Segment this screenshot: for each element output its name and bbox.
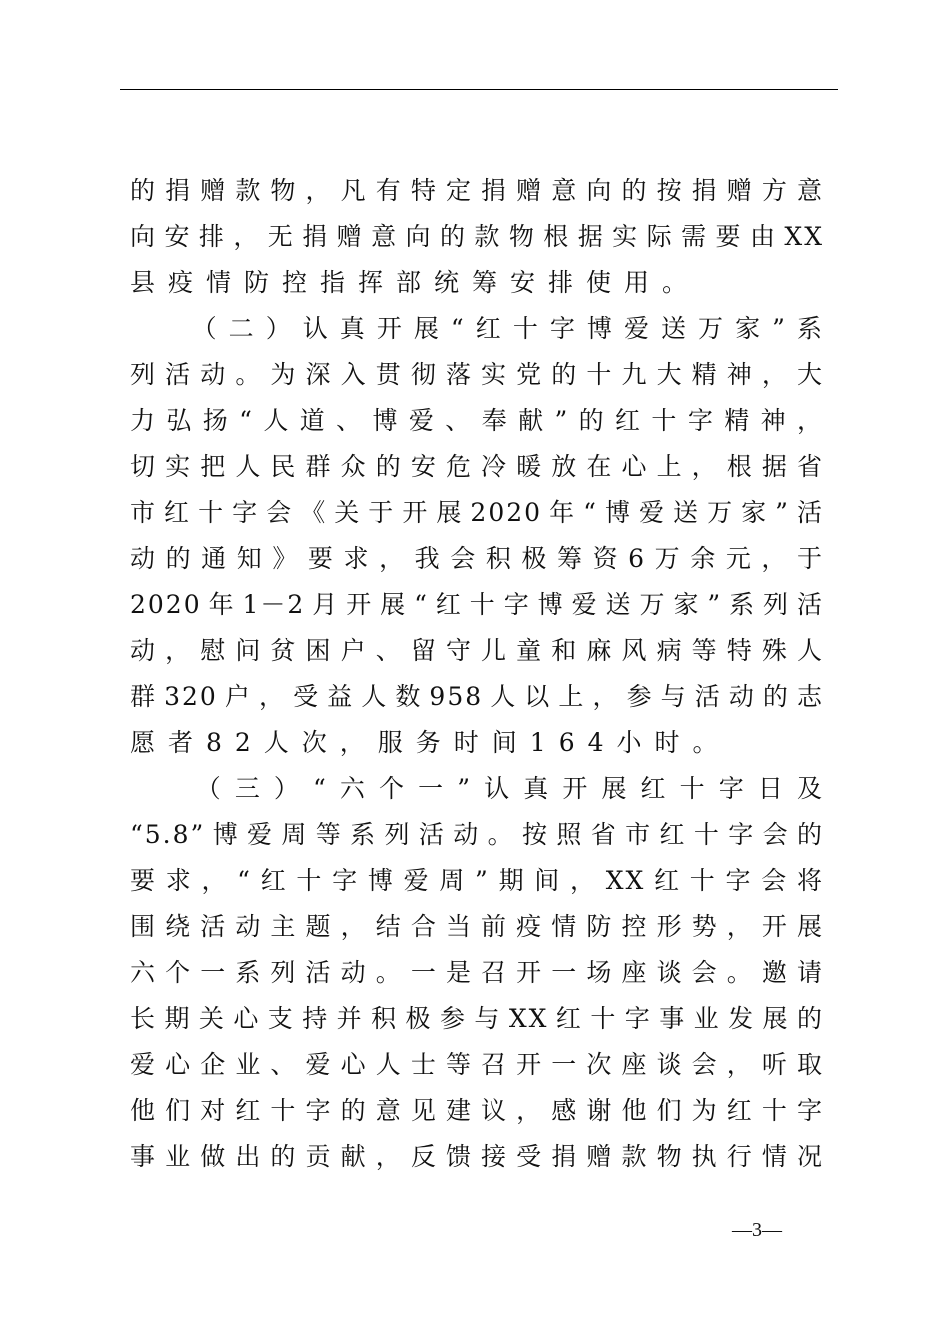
text-line: 长期关心支持并积极参与XX红十字事业发展的 <box>130 1004 824 1033</box>
text-line: 列活动。为深入贯彻落实党的十九大精神，大 <box>130 360 824 389</box>
text-line: 的捐赠款物，凡有特定捐赠意向的按捐赠方意 <box>130 176 824 205</box>
text-line: 围绕活动主题，结合当前疫情防控形势，开展 <box>130 912 824 941</box>
text-line: （二）认真开展“红十字博爱送万家”系 <box>130 314 824 343</box>
text-line: “5.8”博爱周等系列活动。按照省市红十字会的 <box>130 820 824 849</box>
text-line: 群320户，受益人数958人以上，参与活动的志 <box>130 682 824 711</box>
text-line: 向安排，无捐赠意向的款物根据实际需要由XX <box>130 222 824 251</box>
text-line: 他们对红十字的意见建议，感谢他们为红十字 <box>130 1096 824 1125</box>
text-line: 愿者82人次，服务时间164小时。 <box>130 728 731 757</box>
text-line: 动，慰问贫困户、留守儿童和麻风病等特殊人 <box>130 636 824 665</box>
text-line: 力弘扬“人道、博爱、奉献”的红十字精神， <box>130 406 824 435</box>
text-line: 市红十字会《关于开展2020年“博爱送万家”活 <box>130 498 824 527</box>
text-line: 动的通知》要求，我会积极筹资6万余元，于 <box>130 544 824 573</box>
text-line: 六个一系列活动。一是召开一场座谈会。邀请 <box>130 958 824 987</box>
text-line: （三）“六个一”认真开展红十字日及 <box>130 774 824 803</box>
text-line: 要求，“红十字博爱周”期间，XX红十字会将 <box>130 866 824 895</box>
text-line: 爱心企业、爱心人士等召开一次座谈会，听取 <box>130 1050 824 1079</box>
text-line: 事业做出的贡献，反馈接受捐赠款物执行情况 <box>130 1142 824 1171</box>
text-line: 切实把人民群众的安危冷暖放在心上，根据省 <box>130 452 824 481</box>
text-line: 县疫情防控指挥部统筹安排使用。 <box>130 268 701 297</box>
body-text <box>130 168 824 1180</box>
text-line: 2020年1－2月开展“红十字博爱送万家”系列活 <box>130 590 824 619</box>
header-rule <box>120 89 838 90</box>
page-number: —3— <box>732 1219 782 1241</box>
